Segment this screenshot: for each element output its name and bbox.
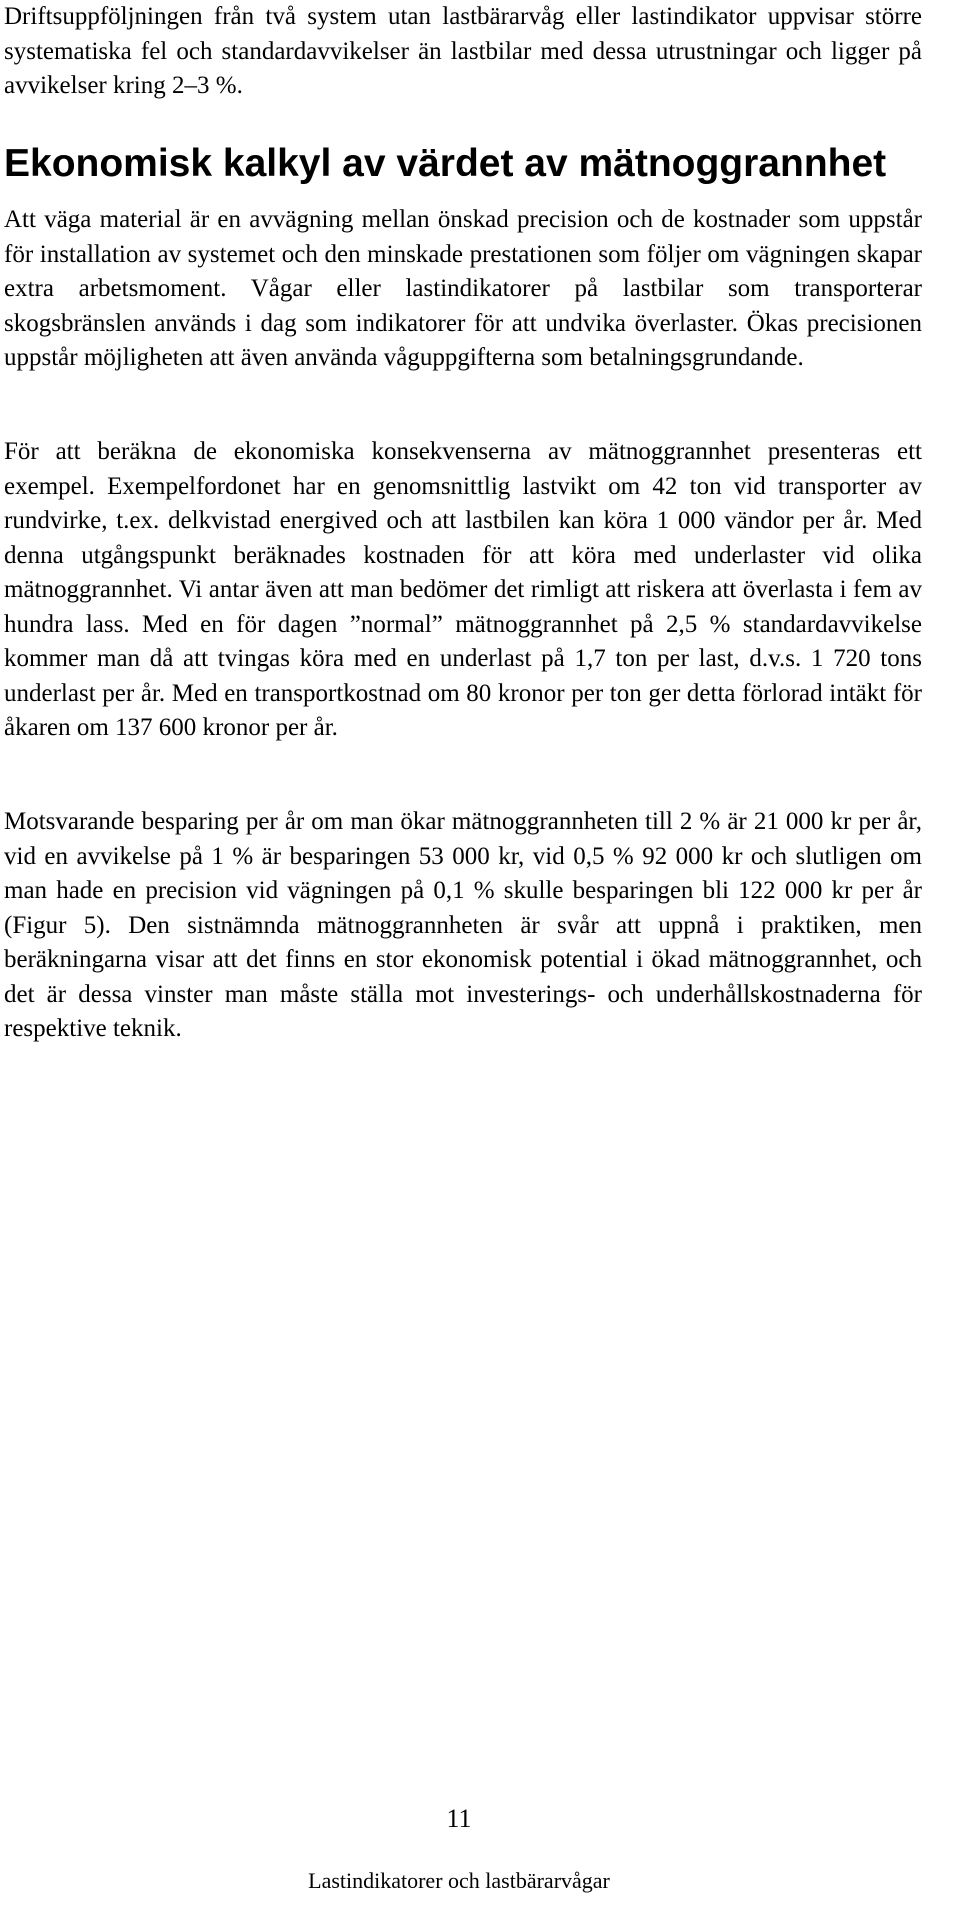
- intro-paragraph: Driftsuppföljningen från två system utan lastbärarvåg eller lastindikator uppvisar större systematiska fel och standardavvikelser än lastbilar med dessa utrustningar och ligger på avvikelser kring 2–3 %.: [4, 3, 922, 99]
- body-paragraph-2: För att beräkna de ekonomiska konsekvenserna av mätnoggrannhet presenteras ett exempel. Exempelfordonet har en genomsnittlig lastvikt om 42 ton vid transporter av rundvirke, t.ex. delkvistad energived och att lastbilen kan köra 1 000 vändor per år. Med denna utgångspunkt beräknades kostnaden för att köra med underlaster vid olika mätnoggrannhet. Vi antar även att man bedömer det rimligt att riskera att överlasta i fem av hundra lass. Med en för dagen ”normal” mätnoggrannhet på 2,5 % standardavvikelse kommer man då att tvingas köra med en underlast på 1,7 ton per last, d.v.s. 1 720 tons underlast per år. Med en transportkostnad om 80 kronor per ton ger detta förlorad intäkt för åkaren om 137 600 kronor per år.: [4, 438, 922, 741]
- running-footer-title: Lastindikatorer och lastbärarvågar: [308, 1868, 610, 1893]
- body-paragraph-3: Motsvarande besparing per år om man ökar mätnoggrannheten till 2 % är 21 000 kr per år, vid en avvikelse på 1 % är besparingen 53 000 kr, vid 0,5 % 92 000 kr och slutligen om man hade en precision vid vägningen på 0,1 % skulle besparingen bli 122 000 kr per år (Figur 5). Den sistnämnda mätnoggrannheten är svår att uppnå i praktiken, men beräkningarna visar att det finns en stor ekonomisk potential i ökad mätnoggrannhet, och det är dessa vinster man måste ställa mot investerings- och underhållskostnaderna för respektive teknik.: [4, 808, 922, 1042]
- page-number: 11: [446, 1804, 472, 1833]
- section-heading: Ekonomisk kalkyl av värdet av mätnoggrannhet: [4, 142, 887, 185]
- body-paragraph-1: Att väga material är en avvägning mellan önskad precision och de kostnader som uppstår för installation av systemet och den minskade prestationen som följer om vägningen skapar extra arbetsmoment. Vågar eller lastindikatorer på lastbilar som transporterar skogsbränslen används i dag som indikatorer för att undvika överlaster. Ökas precisionen uppstår möjligheten att även använda våguppgifterna som betalningsgrundande.: [4, 206, 922, 371]
